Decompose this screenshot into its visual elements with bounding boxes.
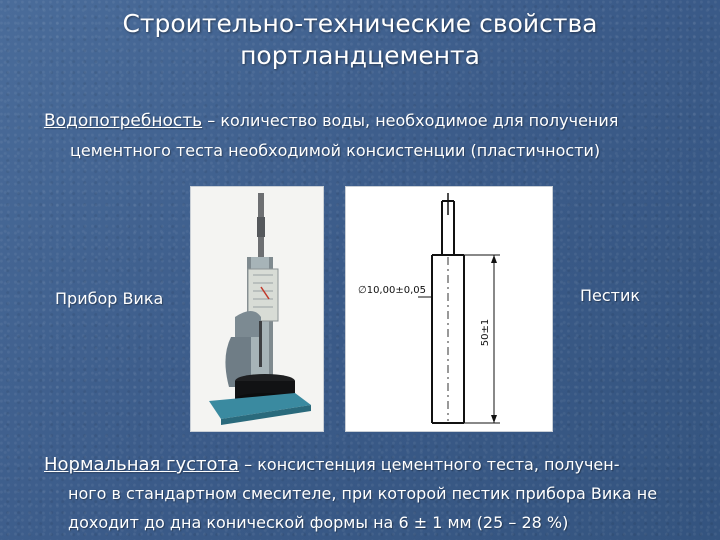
- plunger-caption: Пестик: [580, 286, 641, 305]
- term-water-demand: Водопотребность: [44, 111, 203, 131]
- definition2-line-2: ного в стандартном смесителе, при которой пестик прибора Вика не: [68, 484, 658, 503]
- definition2-line-1: [44, 450, 657, 479]
- definition2-line-3: доходит до дна конической формы на 6 ± 1 мм (25 – 28 %): [68, 513, 569, 532]
- vicat-apparatus-caption: Прибор Вика: [55, 289, 164, 308]
- slide-title: [0, 8, 720, 72]
- definition-line-2: цементного теста необходимой консистенции (пластичности): [70, 141, 601, 160]
- title-line-2: портландцемента: [240, 41, 480, 70]
- plunger-drawing: [345, 186, 553, 432]
- definition-normal-consistency: [44, 450, 657, 537]
- definition-water-demand: [44, 106, 618, 166]
- length-dimension-label: 50±1: [480, 318, 492, 347]
- diameter-dimension-label: ∅10,00±0,05: [358, 285, 426, 296]
- definition-line-1: [44, 106, 618, 136]
- vicat-apparatus-photo: [190, 186, 324, 432]
- term-normal-consistency: Нормальная густота: [44, 454, 240, 475]
- definition2-text-1: – консистенция цементного теста, получен-: [239, 455, 620, 474]
- definition-text-1: – количество воды, необходимое для получения: [202, 111, 619, 130]
- title-line-1: Строительно-технические свойства: [122, 9, 598, 38]
